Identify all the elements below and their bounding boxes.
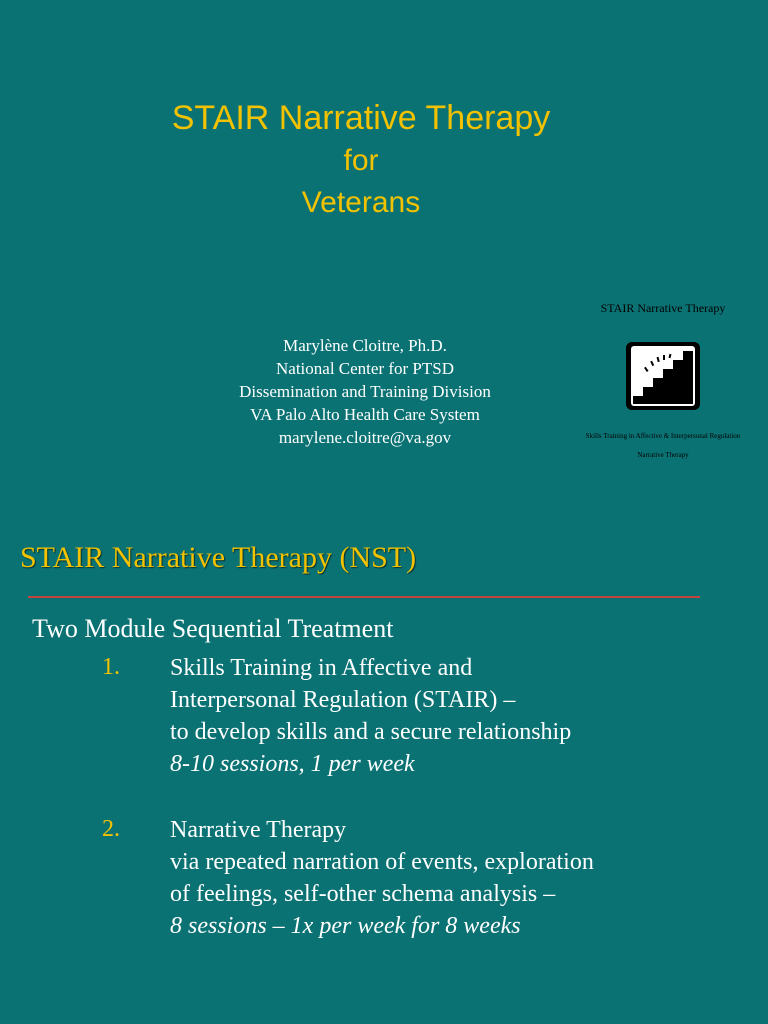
stair-logo — [570, 300, 756, 459]
item-2-line-3: of feelings, self-other schema analysis – — [170, 881, 556, 907]
item-1-line-1: Skills Training in Affective and — [170, 655, 473, 681]
item-2-line-2: via repeated narration of events, exploration — [170, 849, 594, 875]
item-1-line-3: to develop skills and a secure relationship — [170, 719, 572, 745]
author-email: marylene.cloitre@va.gov — [278, 428, 452, 447]
item-2-line-1: Narrative Therapy — [170, 817, 347, 843]
item-1-detail: 8-10 sessions, 1 per week — [170, 751, 415, 777]
author-org-2: Dissemination and Training Division — [239, 382, 491, 401]
slide-title: STAIR Narrative Therapy (NST) — [20, 541, 417, 574]
title-divider — [28, 596, 700, 598]
item-1-number: 1. — [102, 654, 120, 680]
logo-caption-1: Skills Training in Affective & Interpersonal Regulation — [585, 432, 741, 440]
author-org-1: National Center for PTSD — [276, 359, 454, 378]
author-block — [190, 334, 540, 449]
subtitle-for: for — [343, 144, 379, 177]
item-1-line-2: Interpersonal Regulation (STAIR) – — [170, 687, 516, 713]
content-slide — [0, 512, 768, 1024]
item-2-detail: 8 sessions – 1x per week for 8 weeks — [170, 913, 521, 939]
logo-heading: STAIR Narrative Therapy — [600, 301, 726, 315]
presentation-title: STAIR Narrative Therapy — [171, 99, 551, 137]
item-2-number: 2. — [102, 816, 120, 842]
author-name: Marylène Cloitre, Ph.D. — [283, 336, 447, 355]
logo-caption-2: Narrative Therapy — [637, 451, 689, 459]
lead-text: Two Module Sequential Treatment — [32, 614, 394, 643]
author-org-3: VA Palo Alto Health Care System — [250, 405, 480, 424]
subtitle-veterans: Veterans — [301, 186, 421, 219]
stair-steps-icon — [625, 341, 701, 411]
